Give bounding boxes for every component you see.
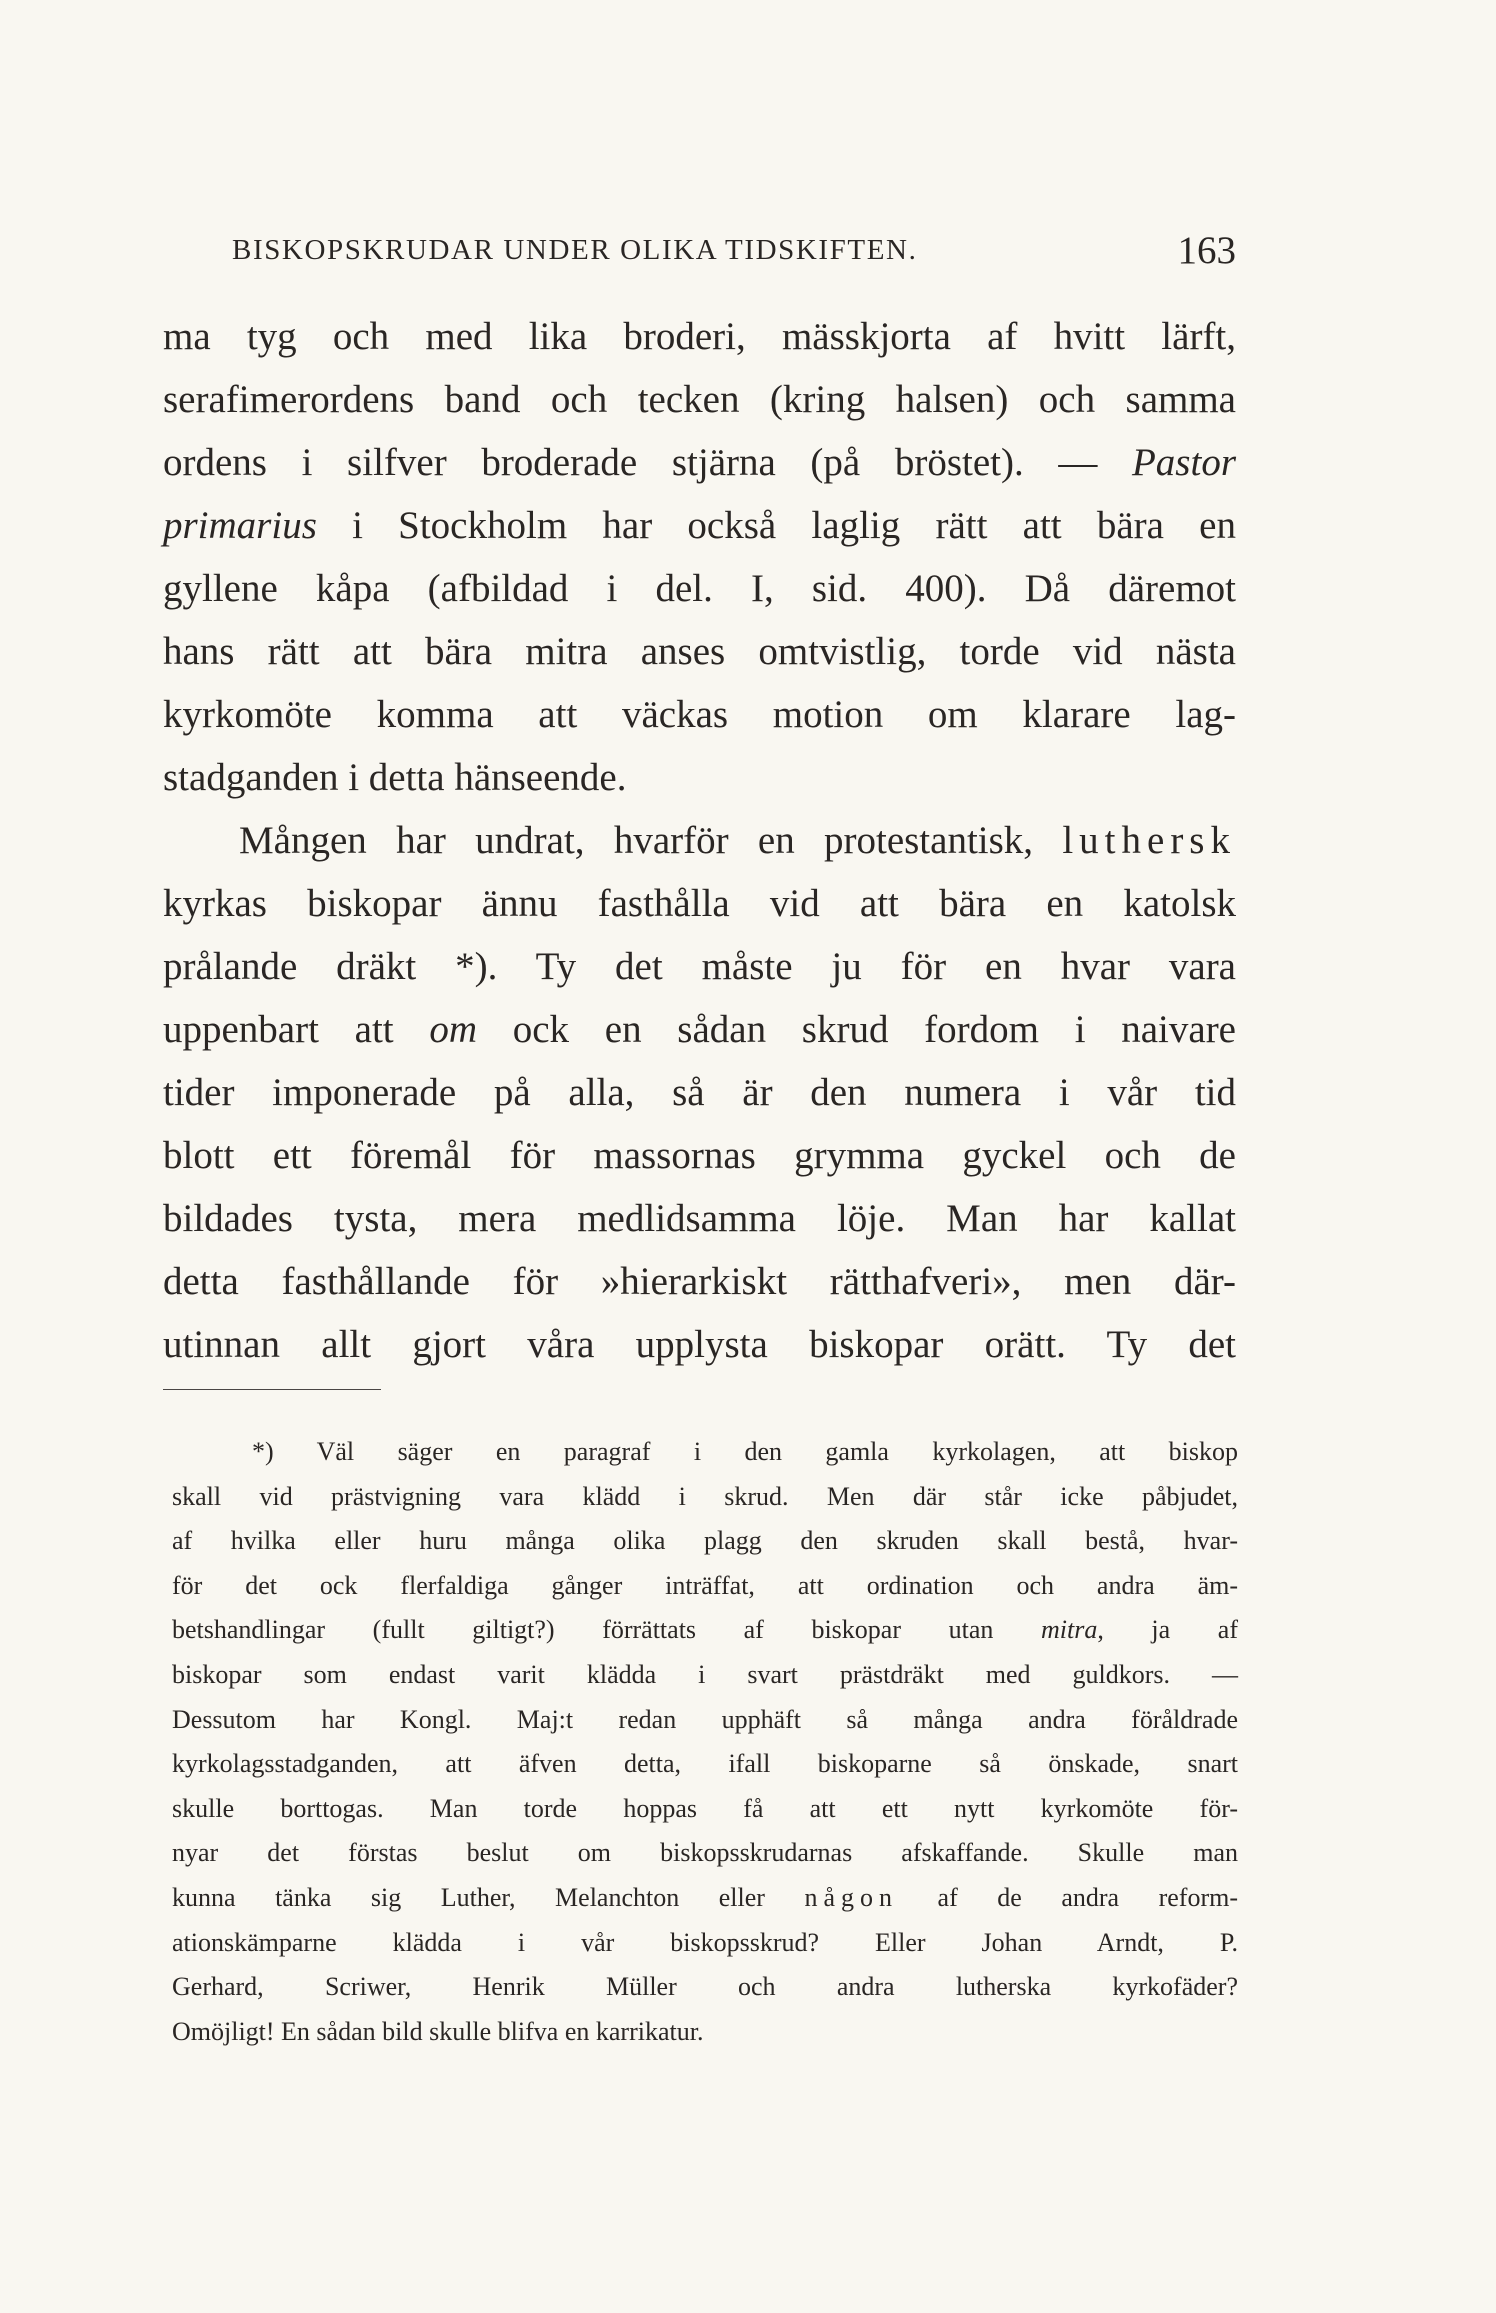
text-line: bildades tysta, mera medlidsamma löje. Man har kallat [163,1197,1236,1240]
footnote-line [172,1608,1238,1653]
text-line: hans rätt att bära mitra anses omtvistlig, torde vid nästa [163,630,1236,673]
italic-term: Pastor [1131,441,1236,484]
text-line: tider imponerade på alla, så är den numera i vår tid [163,1071,1236,1114]
text-line [163,494,1236,557]
text-run: uppenbart att [163,1008,430,1051]
italic-term: om [429,1008,478,1051]
footnote-line: af hvilka eller huru många olika plagg den skruden skall bestå, hvar- [172,1526,1238,1556]
spaced-term: någon [804,1882,899,1912]
text-run: ock en sådan skrud fordom i naivare [477,1008,1236,1051]
text-line: stadganden i detta hänseende. [163,756,627,799]
footnote-line: Gerhard, Scriwer, Henrik Müller och andra lutherska kyrkofäder? [172,1972,1238,2002]
italic-term: primarius [163,504,317,547]
text-line: serafimerordens band och tecken (kring halsen) och samma [163,378,1236,421]
footnote-line: Dessutom har Kongl. Maj:t redan upphäft så många andra föråldrade [172,1704,1238,1734]
footnote-line: *) Väl säger en paragraf i den gamla kyrkolagen, att biskop [252,1437,1238,1466]
footnote-line: för det ock flerfaldiga gånger inträffat, att ordination och andra äm- [172,1570,1238,1600]
footnote-line: skall vid prästvigning vara klädd i skrud. Men där står icke påbjudet, [172,1481,1238,1511]
text-line: kyrkas biskopar ännu fasthålla vid att bära en katolsk [163,882,1236,925]
footnote-line: Omöjligt! En sådan bild skulle blifva en karrikatur. [172,2016,704,2046]
running-head [232,228,1236,278]
italic-term: mitra [1040,1615,1098,1645]
text-line [163,998,1236,1061]
footnote-line: ationskämparne klädda i vår biskopsskrud? Eller Johan Arndt, P. [172,1927,1238,1957]
text-line: utinnan allt gjort våra upplysta biskopar orätt. Ty det [163,1323,1236,1366]
text-line: detta fasthållande för »hierarkiskt rätthafveri», men där- [163,1260,1236,1303]
footnote-divider [163,1389,381,1390]
footnote-line [172,1876,1238,1921]
text-line [163,431,1236,494]
text-line: ma tyg och med lika broderi, mässkjorta af hvitt lärft, [163,315,1236,358]
text-line: kyrkomöte komma att väckas motion om klarare lag- [163,693,1236,736]
text-run: af de andra reform- [898,1882,1239,1912]
footnote [172,1430,1238,2054]
text-run: ordens i silfver broderade stjärna (på bröstet). — [163,441,1132,484]
text-run: betshandlingar (fullt giltigt?) förrättats af biskopar utan [172,1615,1041,1645]
text-run: kunna tänka sig Luther, Melanchton eller [172,1882,805,1912]
running-title: BISKOPSKRUDAR UNDER OLIKA TIDSKIFTEN. [232,234,918,266]
text-line [163,809,1236,872]
footnote-line: kyrkolagsstadganden, att äfven detta, ifall biskoparne så önskade, snart [172,1749,1238,1779]
footnote-line: biskopar som endast varit klädda i svart prästdräkt med guldkors. — [172,1659,1238,1689]
text-run: Mången har undrat, hvarför en protestantisk, [239,819,1063,862]
page-number: 163 [1177,229,1236,272]
spaced-term: luthersk [1062,819,1236,862]
footnote-line: skulle borttogas. Man torde hoppas få att ett nytt kyrkomöte för- [172,1793,1238,1823]
text-line: prålande dräkt *). Ty det måste ju för en hvar vara [163,945,1236,988]
text-run: i Stockholm har också laglig rätt att bära en [316,504,1236,547]
text-run: , ja af [1097,1615,1239,1645]
text-line: gyllene kåpa (afbildad i del. I, sid. 400). Då däremot [163,567,1236,610]
footnote-line: nyar det förstas beslut om biskopsskrudarnas afskaffande. Skulle man [172,1838,1238,1868]
main-text [163,305,1236,1376]
text-line: blott ett föremål för massornas grymma gyckel och de [163,1134,1236,1177]
